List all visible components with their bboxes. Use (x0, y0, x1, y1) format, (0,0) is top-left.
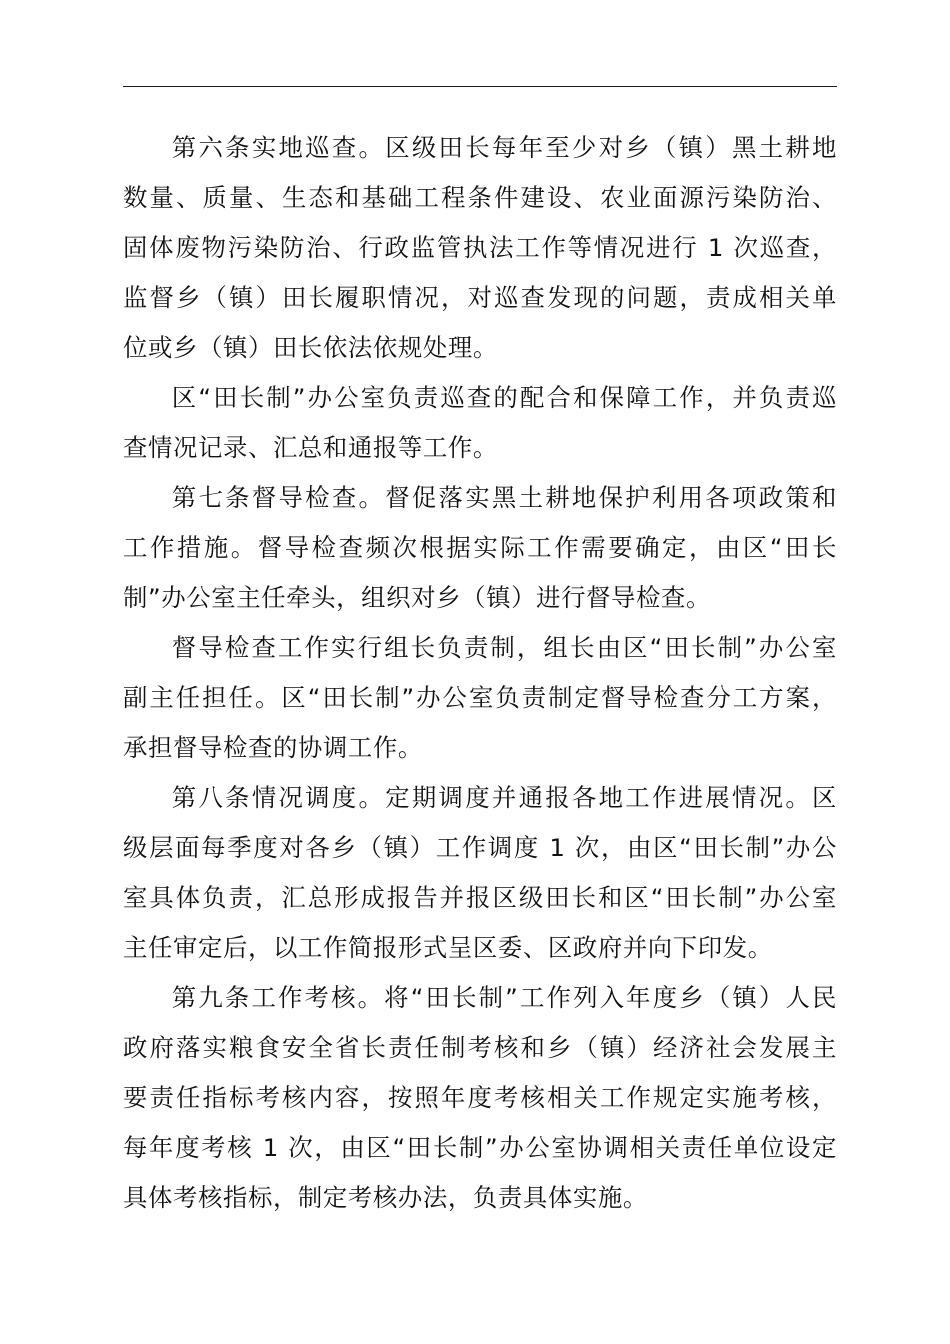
text-line: 数量、质量、生态和基础工程条件建设、农业面源污染防治、 (123, 183, 837, 212)
text-line: 督导检查工作实行组长负责制，组长由区“田长制”办公室 (171, 633, 837, 662)
paragraph-article-7 (123, 473, 837, 623)
paragraph-article-9 (123, 973, 837, 1223)
text-line: 要责任指标考核内容，按照年度考核相关工作规定实施考核， (123, 1083, 837, 1112)
text-line: 第八条情况调度。定期调度并通报各地工作进展情况。区 (171, 783, 837, 812)
paragraph-article-6-office (123, 373, 837, 473)
paragraph-article-8 (123, 773, 837, 973)
text-line: 第九条工作考核。将“田长制”工作列入年度乡（镇）人民 (171, 983, 837, 1012)
text-line: 工作措施。督导检查频次根据实际工作需要确定，由区“田长 (123, 533, 837, 562)
text-line: 第六条实地巡查。区级田长每年至少对乡（镇）黑土耕地 (171, 133, 837, 162)
text-line: 室具体负责，汇总形成报告并报区级田长和区“田长制”办公室 (123, 883, 837, 912)
text-line: 每年度考核 1 次，由区“田长制”办公室协调相关责任单位设定 (123, 1133, 837, 1162)
paragraph-article-7-leader (123, 623, 837, 773)
text-line: 区“田长制”办公室负责巡查的配合和保障工作，并负责巡 (171, 383, 837, 412)
text-line: 监督乡（镇）田长履职情况，对巡查发现的问题，责成相关单 (123, 283, 837, 312)
text-line: 主任审定后，以工作简报形式呈区委、区政府并向下印发。 (123, 933, 773, 962)
text-line: 承担督导检查的协调工作。 (123, 733, 423, 762)
text-line: 查情况记录、汇总和通报等工作。 (123, 433, 498, 462)
text-line: 固体废物污染防治、行政监管执法工作等情况进行 1 次巡查， (123, 233, 837, 262)
text-line: 具体考核指标，制定考核办法，负责具体实施。 (123, 1183, 648, 1212)
paragraph-article-6 (123, 123, 837, 373)
header-rule (123, 86, 837, 87)
text-line: 位或乡（镇）田长依法依规处理。 (123, 333, 498, 362)
text-line: 级层面每季度对各乡（镇）工作调度 1 次，由区“田长制”办公 (123, 833, 837, 862)
document-body (123, 123, 837, 1223)
text-line: 制”办公室主任牵头，组织对乡（镇）进行督导检查。 (123, 583, 712, 612)
text-line: 政府落实粮食安全省长责任制考核和乡（镇）经济社会发展主 (123, 1033, 837, 1062)
text-line: 第七条督导检查。督促落实黑土耕地保护利用各项政策和 (171, 483, 837, 512)
text-line: 副主任担任。区“田长制”办公室负责制定督导检查分工方案， (123, 683, 837, 712)
